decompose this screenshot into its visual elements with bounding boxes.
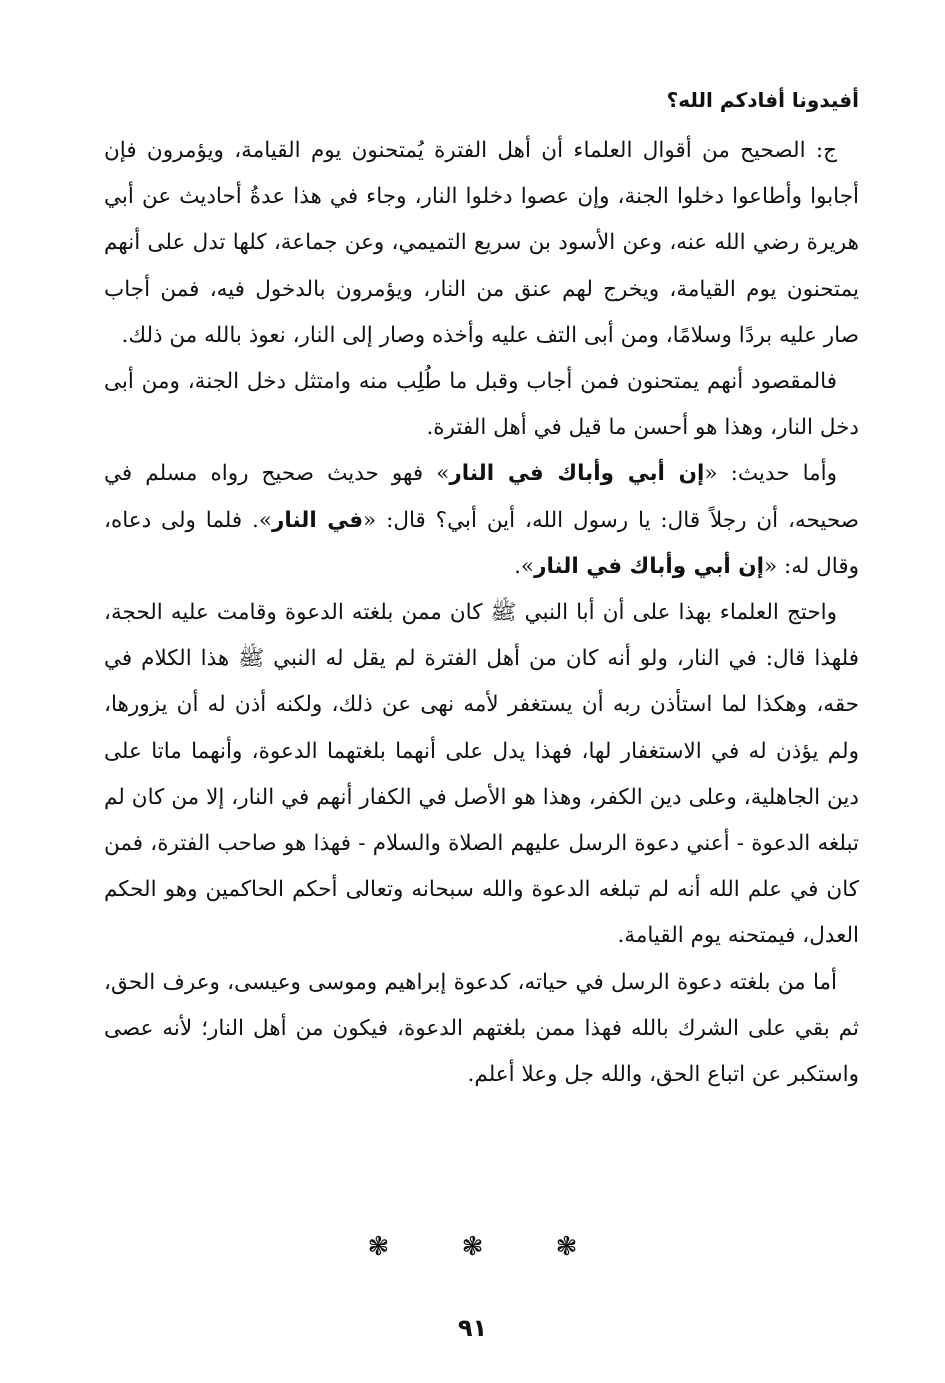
page-number: ٩١ bbox=[457, 1314, 488, 1342]
paragraph-argument: واحتج العلماء بهذا على أن أبا النبي ﷺ كان ممن بلغته الدعوة وقامت عليه الحجة، فلهذا قال: في النار، ولو أنه كان من أهل الفترة لم يقل له النبي ﷺ هذا الكلام في حقه، وهكذا لما استأذن ربه أن يستغفر لأمه نهى عن ذلك، ولكنه أذن له أن يزورها، ولم يؤذن له في الاستغفار لها، فهذا يدل على أنهما بلغتهما الدعوة، وأنهما ماتا على دين الجاهلية، وعلى دين الكفر، وهذا هو الأصل في الكفار أنهم في النار، إلا من كان لم تبلغه الدعوة - أعني دعوة الرسل عليهم الصلاة والسلام - فهذا هو صاحب الفترة، فمن كان في علم الله أنه لم تبلغه الدعوة والله سبحانه وتعالى أحكم الحاكمين وهو الحكم العدل، فيمتحنه يوم القيامة. bbox=[104, 600, 859, 949]
divider-star-icon: ❃ bbox=[367, 1232, 390, 1262]
running-header: أفيدونا أفادكم الله؟ bbox=[666, 88, 859, 112]
hadith-quote-2: في النار bbox=[272, 507, 364, 533]
paragraph-summary: فالمقصود أنهم يمتحنون فمن أجاب وقبل ما طُلِب منه وامتثل دخل الجنة، ومن أبى دخل النار، وهذا هو أحسن ما قيل في أهل الفترة. bbox=[104, 369, 859, 441]
divider-star-icon: ❃ bbox=[461, 1232, 484, 1262]
paragraph-hadith bbox=[104, 451, 859, 590]
paragraph-answer: ج: الصحيح من أقوال العلماء أن أهل الفترة يُمتحنون يوم القيامة، ويؤمرون فإن أجابوا وأطاعوا دخلوا الجنة، وإن عصوا دخلوا النار، وجاء في هذا عدةُ أحاديث عن أبي هريرة رضي الله عنه، وعن الأسود بن سريع التميمي، وعن جماعة، كلها تدل على أنهم يمتحنون يوم القيامة، ويخرج لهم عنق من النار، ويؤمرون بالدخول فيه، فمن أجاب صار عليه بردًا وسلامًا، ومن أبى التف عليه وأخذه وصار إلى النار، نعوذ بالله من ذلك. bbox=[104, 138, 859, 348]
hadith-quote-3: إن أبي وأباك في النار bbox=[534, 553, 765, 579]
divider-star-icon: ❃ bbox=[555, 1232, 578, 1262]
section-divider bbox=[0, 1232, 945, 1262]
hadith-text-c: ». فلما ولى دعاه، وقال له: « bbox=[104, 507, 859, 579]
hadith-quote-1: إن أبي وأباك في النار bbox=[449, 461, 705, 487]
hadith-text-b: » فهو حديث صحيح رواه مسلم في صحيحه، أن رجلاً قال: يا رسول الله، أين أبي؟ قال: « bbox=[104, 461, 859, 533]
hadith-text-a: وأما حديث: « bbox=[704, 461, 837, 487]
hadith-text-d: ». bbox=[514, 553, 535, 579]
paragraph-conclusion: أما من بلغته دعوة الرسل في حياته، كدعوة إبراهيم وموسى وعيسى، وعرف الحق، ثم بقي على الشرك بالله فهذا ممن بلغتهم الدعوة، فيكون من أهل النار؛ لأنه عصى واستكبر عن اتباع الحق، والله جل وعلا أعلم. bbox=[104, 969, 859, 1088]
body-text bbox=[104, 128, 859, 1098]
